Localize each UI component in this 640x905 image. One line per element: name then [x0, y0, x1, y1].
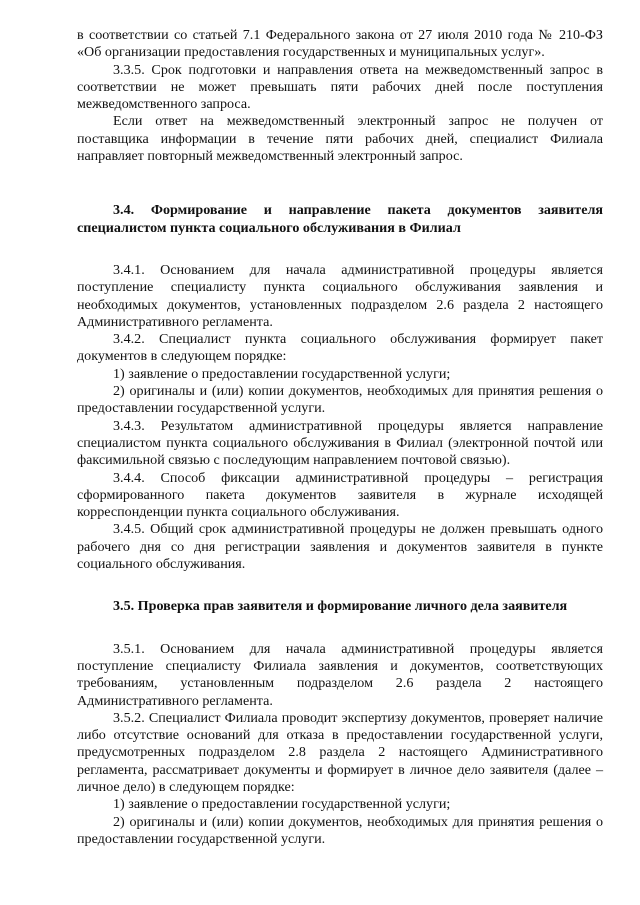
paragraph-no-reply: Если ответ на межведомственный электронный запрос не получен от поставщика информации в течение пяти рабочих дней, специалист Филиала направляет повторный межведомственный электронный запрос. — [77, 113, 603, 165]
paragraph-3-5-2: 3.5.2. Специалист Филиала проводит экспертизу документов, проверяет наличие либо отсутствие оснований для отказа в предоставлении государственной услуги, предусмотренных подразделом 2.8 раздела 2 настоящего Административного регламента, рассматривает документы и формирует в личное дело заявителя (далее – личное дело) в следующем порядке: — [77, 709, 603, 795]
list-item: 2) оригиналы и (или) копии документов, необходимых для принятия решения о предоставлении государственной услуги. — [77, 383, 603, 417]
list-item: 1) заявление о предоставлении государственной услуги; — [113, 796, 451, 813]
spacer — [77, 237, 603, 262]
paragraph-3-3-5: 3.3.5. Срок подготовки и направления ответа на межведомственный запрос в соответствии не может превышать пяти рабочих дней после поступления межведомственного запроса. — [77, 61, 603, 113]
spacer — [77, 616, 603, 641]
spacer — [77, 573, 603, 598]
paragraph-3-4-4: 3.4.4. Способ фиксации административной процедуры – регистрация сформированного пакета документов заявителя в журнале исходящей корреспонденции пункта социального обслуживания. — [77, 469, 603, 521]
paragraph-3-4-5: 3.4.5. Общий срок административной процедуры не должен превышать одного рабочего дня со дня регистрации заявления и документов заявителя в пункте социального обслуживания. — [77, 521, 603, 573]
paragraph-3-4-2: 3.4.2. Специалист пункта социального обслуживания формирует пакет документов в следующем порядке: — [77, 331, 603, 365]
paragraph-continuation: в соответствии со статьей 7.1 Федерального закона от 27 июля 2010 года № 210-ФЗ «Об организации предоставления государственных и муниципальных услуг». — [77, 27, 603, 61]
paragraph-3-5-1: 3.5.1. Основанием для начала административной процедуры является поступление специалисту Филиала заявления и документов, соответствующих требованиям, установленным подразделом 2.6 раздела 2 настоящего Административного регламента. — [77, 640, 603, 709]
paragraph-3-4-3: 3.4.3. Результатом административной процедуры является направление специалистом пункта социального обслуживания в Филиал (электронной почтой или факсимильной связью с последующим направлением почтовой связью). — [77, 417, 603, 469]
paragraph-3-4-1: 3.4.1. Основанием для начала административной процедуры является поступление специалисту пункта социального обслуживания заявления и необходимых документов, установленных подразделом 2.6 раздела 2 настоящего Административного регламента. — [77, 261, 603, 330]
list-item: 2) оригиналы и (или) копии документов, необходимых для принятия решения о предоставлении государственной услуги. — [77, 813, 603, 847]
section-heading-3-5: 3.5. Проверка прав заявителя и формирование личного дела заявителя — [113, 598, 568, 615]
list-item: 1) заявление о предоставлении государственной услуги; — [113, 365, 451, 382]
spacer — [77, 165, 603, 202]
section-heading-3-4: 3.4. Формирование и направление пакета документов заявителя специалистом пункта социального обслуживания в Филиал — [77, 202, 603, 236]
